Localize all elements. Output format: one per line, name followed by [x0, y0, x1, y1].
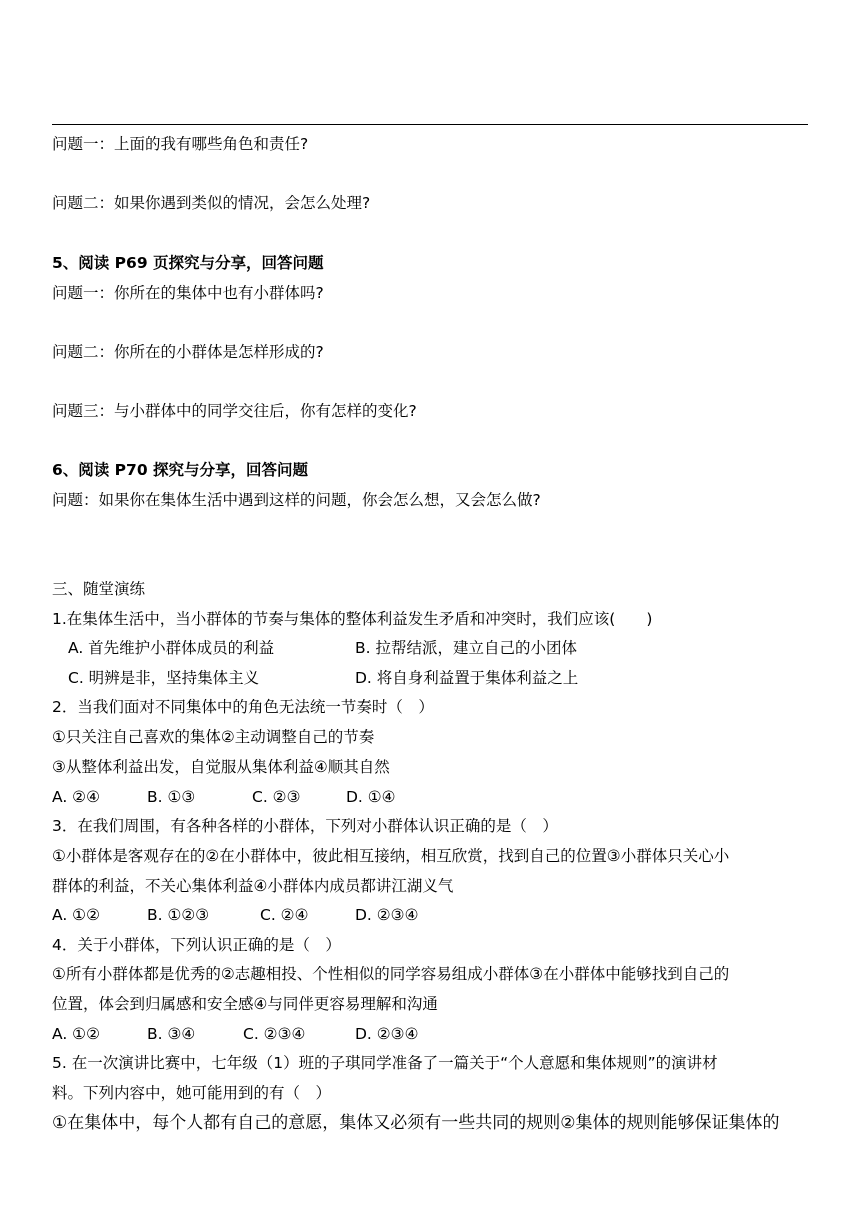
q4-option-c: C. ②③④: [243, 1025, 306, 1043]
section6-q: 问题：如果你在集体生活中遇到这样的问题，你会怎么想，又会怎么做?: [52, 491, 541, 509]
question-roles: 问题一：上面的我有哪些角色和责任?: [52, 135, 309, 153]
section5-title: 5、阅读 P69 页探究与分享，回答问题: [52, 254, 324, 272]
q5-stem-1: 5. 在一次演讲比赛中，七年级（1）班的子琪同学准备了一篇关于“个人意愿和集体规则”的演讲材: [52, 1054, 718, 1072]
q2-stem: 2．当我们面对不同集体中的角色无法统一节奏时（ ）: [52, 698, 434, 716]
q4-stem: 4．关于小群体，下列认识正确的是（ ）: [52, 936, 341, 954]
q2-statements-2: ③从整体利益出发，自觉服从集体利益④顺其自然: [52, 758, 390, 776]
header-rule: [52, 124, 808, 125]
q4-option-a: A. ①②: [52, 1025, 100, 1043]
q5-statements-1: ①在集体中，每个人都有自己的意愿，集体又必须有一些共同的规则②集体的规则能够保证集体的: [52, 1113, 780, 1133]
q5-stem-2: 料。下列内容中，她可能用到的有（ ）: [52, 1084, 332, 1102]
q3-option-d: D. ②③④: [355, 906, 419, 924]
section6-title: 6、阅读 P70 探究与分享，回答问题: [52, 461, 309, 479]
practice-heading: 三、随堂演练: [52, 580, 146, 598]
q1-option-c: C. 明辨是非，坚持集体主义: [68, 669, 260, 687]
section5-q1: 问题一：你所在的集体中也有小群体吗?: [52, 284, 324, 302]
q3-statements-2: 群体的利益，不关心集体利益④小群体内成员都讲江湖义气: [52, 877, 454, 895]
q1-option-b: B. 拉帮结派，建立自己的小团体: [355, 639, 577, 657]
q2-option-b: B. ①③: [147, 788, 196, 806]
q1-option-a: A. 首先维护小群体成员的利益: [68, 639, 275, 657]
q1-option-d: D. 将自身利益置于集体利益之上: [355, 669, 579, 687]
q4-option-b: B. ③④: [147, 1025, 196, 1043]
q3-stem: 3．在我们周围，有各种各样的小群体，下列对小群体认识正确的是（ ）: [52, 817, 558, 835]
q3-option-a: A. ①②: [52, 906, 100, 924]
q3-option-c: C. ②④: [260, 906, 309, 924]
q1-stem: 1.在集体生活中，当小群体的节奏与集体的整体利益发生矛盾和冲突时，我们应该( ): [52, 610, 653, 628]
question-handling: 问题二：如果你遇到类似的情况，会怎么处理?: [52, 194, 371, 212]
q4-statements-2: 位置，体会到归属感和安全感④与同伴更容易理解和沟通: [52, 995, 438, 1013]
q2-statements-1: ①只关注自己喜欢的集体②主动调整自己的节奏: [52, 728, 375, 746]
q3-option-b: B. ①②③: [147, 906, 210, 924]
section5-q2: 问题二：你所在的小群体是怎样形成的?: [52, 343, 324, 361]
q3-statements-1: ①小群体是客观存在的②在小群体中，彼此相互接纳，相互欣赏，找到自己的位置③小群体只关心小: [52, 847, 730, 865]
q2-option-a: A. ②④: [52, 788, 100, 806]
section5-q3: 问题三：与小群体中的同学交往后，你有怎样的变化?: [52, 402, 417, 420]
q4-option-d: D. ②③④: [355, 1025, 419, 1043]
q4-statements-1: ①所有小群体都是优秀的②志趣相投、个性相似的同学容易组成小群体③在小群体中能够找到自己的: [52, 965, 730, 983]
q2-option-c: C. ②③: [252, 788, 301, 806]
q2-option-d: D. ①④: [346, 788, 396, 806]
